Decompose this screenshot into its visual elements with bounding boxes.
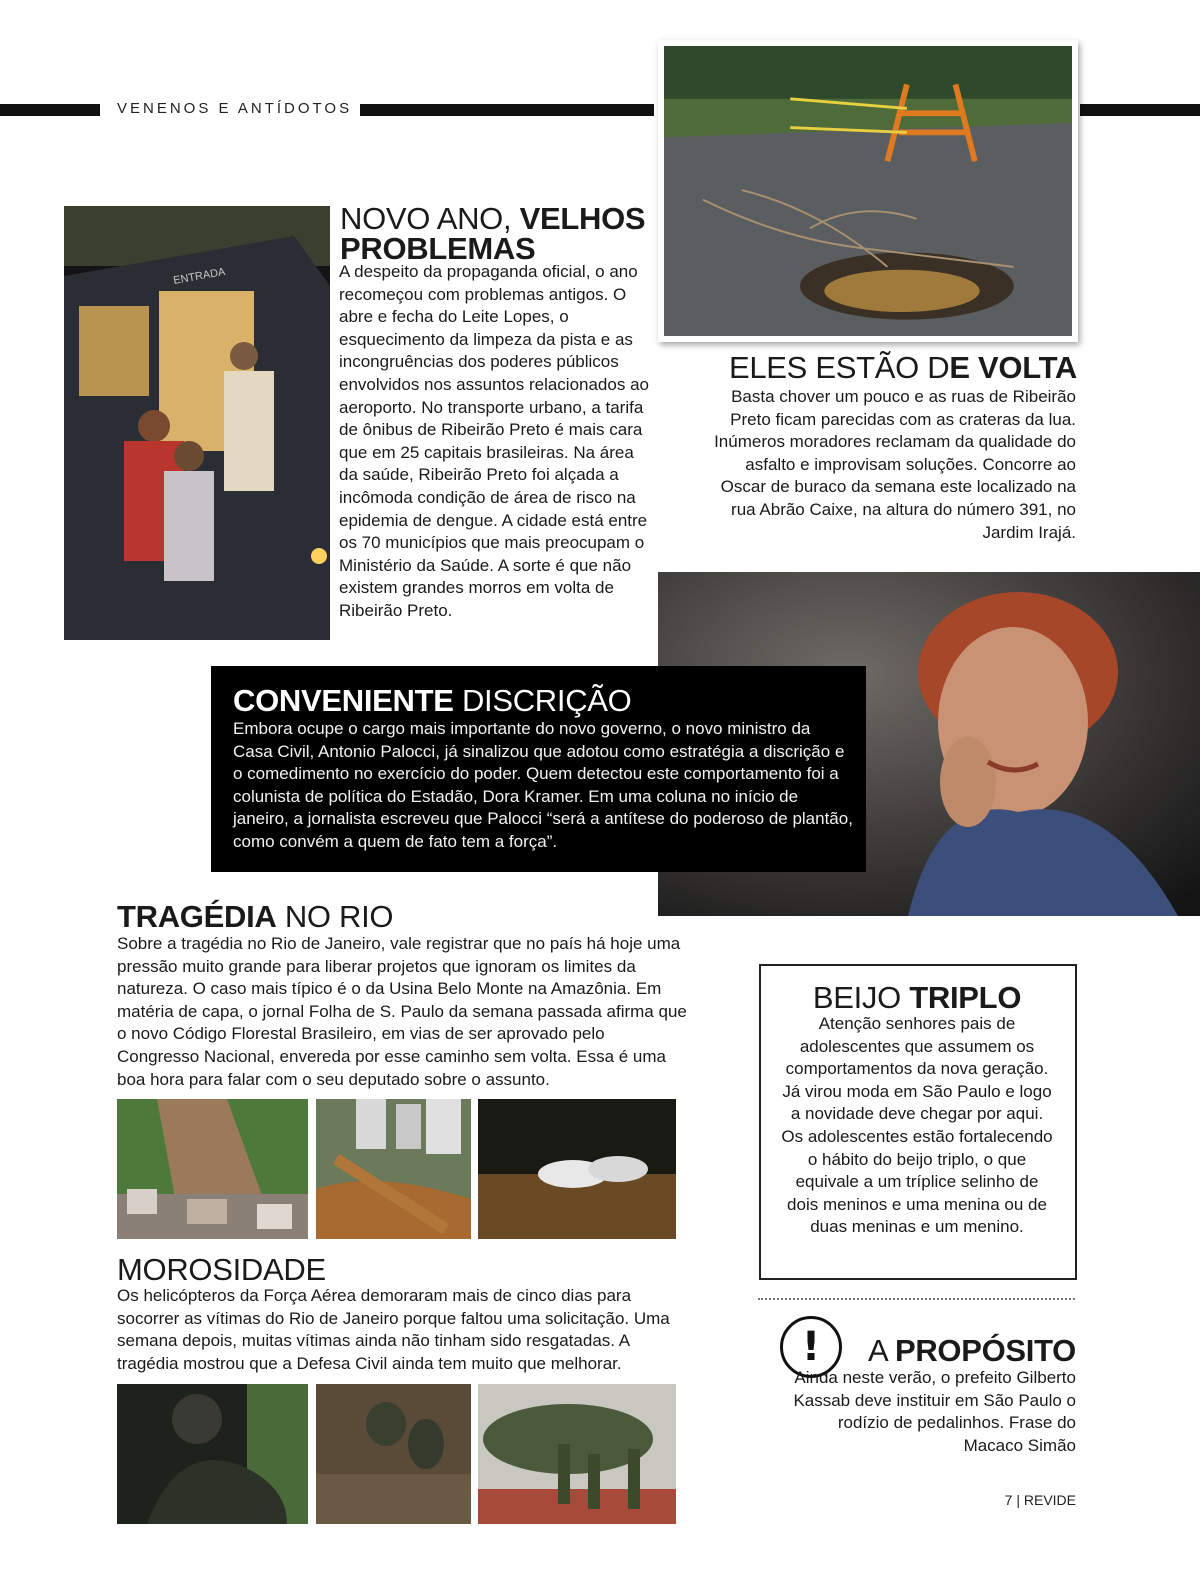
headline-regular: BEIJO	[812, 980, 910, 1015]
headline-regular: ELES ESTÃO D	[728, 350, 950, 385]
headline-regular: DISCRIÇÃO	[453, 683, 632, 718]
headline-bold: CONVENIENTE	[233, 683, 454, 718]
headline-a-proposito	[850, 1333, 1076, 1368]
headline-morosidade: MOROSIDADE	[117, 1252, 326, 1287]
headline-eles-estao-de-volta	[700, 350, 1077, 385]
body-morosidade: Os helicópteros da Força Aérea demoraram mais de cinco dias para socorrer as vítimas do Rio de Janeiro porque faltou uma solicitação. Uma semana depois, muitas vítimas ainda não tinham sido resgatadas. A tragédia mostrou que a Defesa Civil ainda tem muito que melhorar.	[117, 1286, 670, 1373]
header-band-left	[0, 104, 100, 116]
exclamation-icon: !	[780, 1316, 842, 1378]
body-novo-ano: A despeito da propaganda oficial, o ano recomeçou com problemas antigos. O abre e fecha do Leite Lopes, o esquecimento da limpeza da pista e as incongruências dos poderes públicos envolvidos nos assuntos relacionados ao aeroporto. No transporte urbano, a tarifa de ônibus de Ribeirão Preto é mais cara que em 25 capitais brasileiras. Na área da saúde, Ribeirão Preto foi alçada a incômoda condição de área de risco na epidemia de dengue. A cidade está entre os 70 municípios que mais preocupam o Ministério da Saúde. A sorte é que não existem grandes morros em volta de Ribeirão Preto.	[339, 262, 649, 620]
dotted-divider	[758, 1298, 1075, 1300]
headline-regular: A	[867, 1333, 895, 1368]
headline-bold: TRIPLO	[909, 980, 1022, 1015]
headline-regular: NOVO ANO,	[340, 201, 520, 236]
headline-novo-ano	[340, 201, 660, 266]
headline-bold: TRAGÉDIA	[117, 899, 277, 934]
header-band-right	[1080, 104, 1200, 116]
headline-tragedia-no-rio	[117, 899, 617, 934]
body-beijo-triplo: Atenção senhores pais de adolescentes que assumem os comportamentos da nova geração. Já virou moda em São Paulo e logo a novidade deve chegar por aqui. Os adolescentes estão fortalecendo o hábito do beijo triplo, o que equivale a um tríplice selinho de dois meninos e uma menina ou de duas meninas e um menino.	[781, 1014, 1053, 1237]
headline-bold: E VOLTA	[949, 350, 1077, 385]
body-conveniente-discricao: Embora ocupe o cargo mais importante do novo governo, o novo ministro da Casa Civil, Antonio Palocci, já sinalizou que adotou como estratégia a discrição e o comedimento no exercício do poder. Quem detectou este comportamento foi a colunista de política do Estadão, Dora Kramer. Em uma coluna no início de janeiro, a jornalista escreveu que Palocci “será a antítese do poderoso de plantão, como convém a quem de fato tem a força”.	[233, 719, 853, 851]
body-eles-estao-de-volta: Basta chover um pouco e as ruas de Ribeirão Preto ficam parecidas com as crateras da lua. Inúmeros moradores reclamam da qualidade do asfalto e improvisam soluções. Concorre ao Oscar de buraco da semana este localizado na rua Abrão Caixe, na altura do número 391, no Jardim Irajá.	[714, 387, 1076, 542]
photo-army-helicopter	[478, 1384, 676, 1524]
page-footer: 7 | REVIDE	[1004, 1492, 1076, 1508]
headline-conveniente-discricao	[233, 683, 833, 718]
headline-beijo-triplo	[760, 980, 1074, 1015]
photo-flooded-cars	[478, 1099, 676, 1239]
photo-helicopter-soldier	[117, 1384, 308, 1524]
headline-bold: VELHOS PROBLEMAS	[340, 201, 646, 266]
photo-pothole	[658, 40, 1078, 342]
photo-flooded-city	[316, 1099, 471, 1239]
headline-regular: NO RIO	[276, 899, 394, 934]
section-label: VENENOS E ANTÍDOTOS	[117, 100, 360, 117]
body-tragedia-no-rio: Sobre a tragédia no Rio de Janeiro, vale registrar que no país há hoje uma pressão muito grande para liberar projetos que ignoram os limites da natureza. O caso mais típico é o da Usina Belo Monte na Amazônia. Em matéria de capa, o jornal Folha de S. Paulo da semana passada afirma que o novo Código Florestal Brasileiro, em vias de ser aprovado pelo Congresso Nacional, envereda por esse caminho sem volta. Essa é uma boa hora para falar com o seu deputado sobre o assunto.	[117, 934, 687, 1089]
headline-bold: PROPÓSITO	[894, 1333, 1076, 1368]
header-band-mid	[346, 104, 654, 116]
photo-bus-passengers	[64, 206, 330, 640]
photo-rescue-workers	[316, 1384, 471, 1524]
photo-landslide	[117, 1099, 308, 1239]
bus-entrada-sign: ENTRADA	[172, 266, 227, 287]
body-a-proposito: Ainda neste verão, o prefeito Gilberto Kassab deve instituir em São Paulo o rodízio de pedalinhos. Frase do Macaco Simão	[793, 1368, 1076, 1455]
